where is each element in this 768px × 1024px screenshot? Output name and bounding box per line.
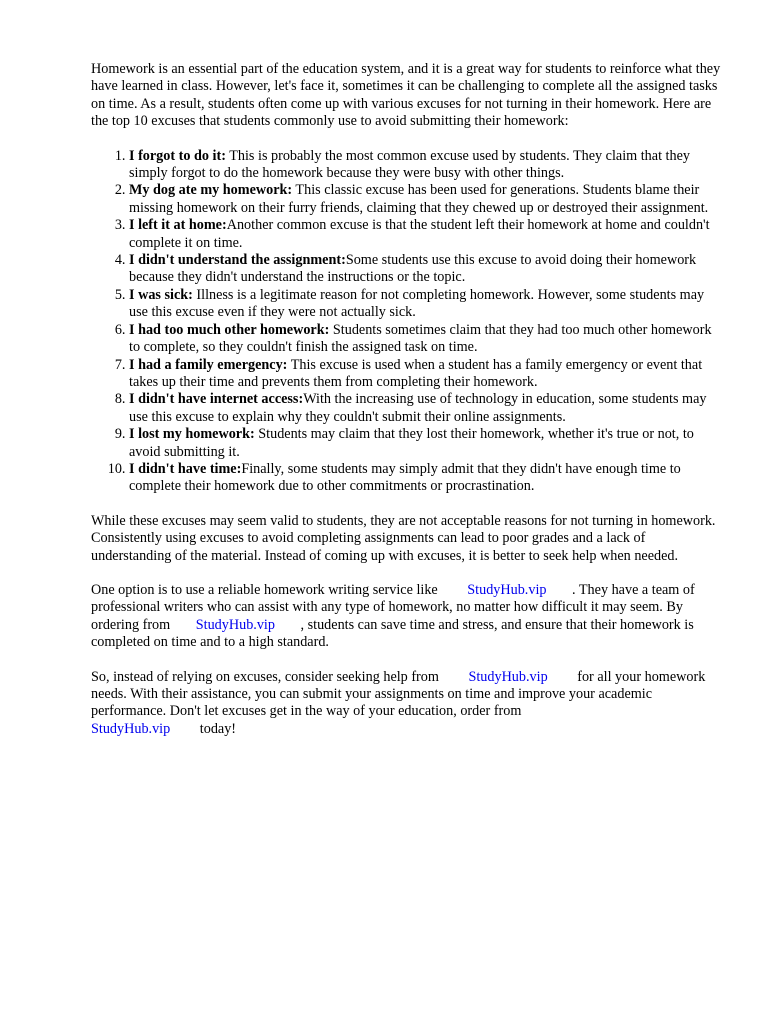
excuse-text: This is probably the most common excuse used by students. They claim that they simply forgot to do the homework because they were busy with other things. (129, 147, 690, 182)
list-item (129, 322, 721, 357)
excuses-list (91, 148, 721, 496)
option-text-1: One option is to use a reliable homework writing service like (91, 581, 442, 598)
list-item (129, 148, 721, 183)
list-item (129, 217, 721, 252)
studyhub-link[interactable]: StudyHub.vip (467, 581, 547, 598)
final-text-3: today! (196, 720, 237, 737)
list-item (129, 461, 721, 496)
excuse-text: Illness is a legitimate reason for not completing homework. However, some students may use this excuse even if they were not actually sick. (129, 286, 705, 321)
studyhub-link[interactable]: StudyHub.vip (91, 720, 171, 737)
excuse-title: I didn't have internet access: (129, 391, 304, 408)
excuse-title: I didn't have time: (129, 460, 242, 477)
excuse-title: I was sick: (129, 286, 193, 303)
list-item (129, 287, 721, 322)
list-item (129, 182, 721, 217)
final-text-2: for all your homework needs. With their assistance, you can submit your assignments on time and improve your academic performance. Don't let excuses get in the way of your education, order from (91, 668, 706, 720)
final-text-1: So, instead of relying on excuses, consider seeking help from (91, 668, 443, 685)
excuse-title: I had a family emergency: (129, 356, 288, 373)
excuse-text: Finally, some students may simply admit that they didn't have enough time to complete their homework due to other commitments or procrastination. (129, 460, 681, 495)
list-item (129, 252, 721, 287)
excuse-title: I lost my homework: (129, 426, 255, 443)
excuse-title: I forgot to do it: (129, 147, 226, 164)
excuse-text: Students may claim that they lost their homework, whether it's true or not, to avoid submitting it. (129, 426, 694, 460)
excuse-text: With the increasing use of technology in education, some students may use this excuse to explain why they couldn't submit their online assignments. (129, 391, 707, 425)
excuse-text: This classic excuse has been used for generations. Students blame their missing homework on their furry friends, claiming that they chewed up or destroyed their assignment. (129, 182, 709, 216)
studyhub-link[interactable]: StudyHub.vip (195, 616, 275, 633)
list-item (129, 391, 721, 426)
excuse-text: Students sometimes claim that they had too much other homework to complete, so they couldn't finish the assigned task on time. (129, 321, 712, 356)
option-text-2: . They have a team of professional writers who can assist with any type of homework, no matter how difficult it may seem. By ordering from (91, 581, 695, 633)
excuse-title: I didn't understand the assignment: (129, 252, 346, 269)
final-paragraph (91, 669, 721, 739)
excuse-title: I left it at home: (129, 217, 227, 234)
excuse-text: Some students use this excuse to avoid doing their homework because they didn't understand the instructions or the topic. (129, 252, 697, 286)
excuses-paragraph: While these excuses may seem valid to students, they are not acceptable reasons for not turning in homework. Consistently using excuses to avoid completing assignments can lead to poor grades and a lack of understanding of the material. Instead of coming up with excuses, it is better to seek help when needed. (91, 512, 716, 564)
excuse-text: Another common excuse is that the student left their homework at home and couldn't complete it on time. (129, 217, 710, 251)
studyhub-link[interactable]: StudyHub.vip (468, 668, 548, 685)
option-text-3: , students can save time and stress, and ensure that their homework is completed on time and to a high standard. (91, 616, 694, 651)
intro-paragraph: Homework is an essential part of the education system, and it is a great way for students to reinforce what they have learned in class. However, let's face it, sometimes it can be challenging to complete all the assigned tasks on time. As a result, students often come up with various excuses for not turning in their homework. Here are the top 10 excuses that students commonly use to avoid submitting their homework: (91, 61, 721, 130)
option-paragraph (91, 582, 721, 652)
document-body (91, 61, 721, 755)
list-item (129, 357, 721, 392)
list-item (129, 426, 721, 461)
excuse-text: This excuse is used when a student has a family emergency or event that takes up their time and prevents them from completing their homework. (129, 356, 703, 390)
excuse-title: I had too much other homework: (129, 321, 330, 338)
excuse-title: My dog ate my homework: (129, 182, 293, 199)
